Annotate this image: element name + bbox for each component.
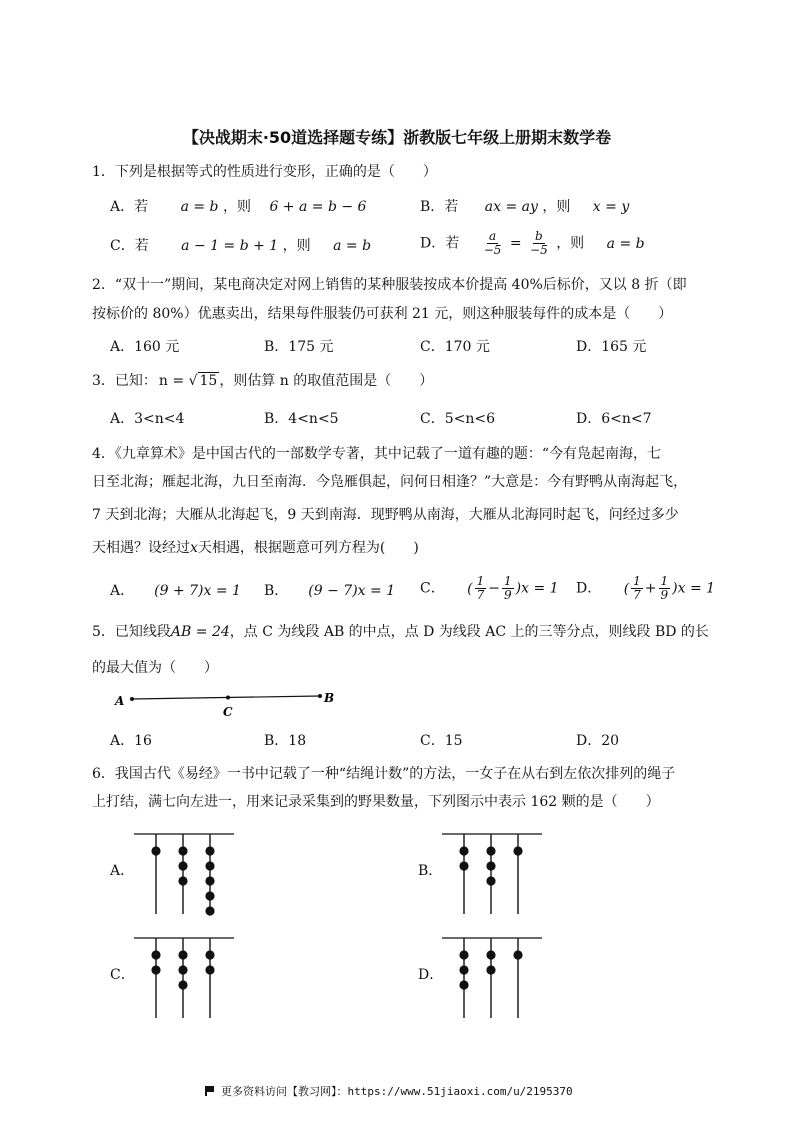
q5-option-b[interactable]: B．18 [264, 733, 307, 749]
flag-icon [205, 1086, 215, 1096]
question-2-line-2: 按标价的 80%）优惠卖出，结果每件服装仍可获利 21 元，则这种服装每件的成本是（ ） [92, 306, 673, 322]
knot [486, 846, 495, 855]
label-b: B [324, 691, 335, 705]
knot [486, 950, 495, 959]
knot [178, 950, 187, 959]
question-5-line-2: 的最大值为（ ） [92, 660, 218, 676]
q3-option-b[interactable]: B．4<n<5 [264, 411, 339, 427]
q2-option-c[interactable]: C．170 元 [420, 339, 490, 355]
fraction: $\frac{1}{9}$ [504, 574, 512, 602]
knot [151, 950, 160, 959]
q6-option-d[interactable]: D． [418, 967, 444, 983]
q3-option-a[interactable]: A．3<n<4 [110, 411, 185, 427]
knot [178, 876, 187, 885]
q1-option-d[interactable]: D．若 $\frac{a}{-5}$ = $\frac{b}{-5}$ ，则 a = b [420, 229, 645, 257]
q5-option-a[interactable]: A．16 [110, 733, 152, 749]
q4-option-d[interactable]: D． ( $\frac{1}{7}$ + $\frac{1}{9}$ )x = 1 [576, 574, 716, 602]
point-c [226, 696, 230, 700]
question-5-line-1: 5．已知线段AB = 24，点 C 为线段 AB 的中点，点 D 为线段 AC 上的三等分点，则线段 BD 的长 [92, 624, 709, 640]
square-root: √ 15 [188, 373, 218, 389]
knot [459, 846, 468, 855]
knot [205, 891, 214, 900]
label-c: C [223, 705, 233, 719]
footer-link[interactable]: 更多资料访问【教习网】：https://www.51jiaoxi.com/u/2195370 [205, 1083, 573, 1099]
knot [513, 950, 522, 959]
knot [151, 965, 160, 974]
q4-option-c[interactable]: C． ( $\frac{1}{7}$ − $\frac{1}{9}$ )x = 1 [420, 574, 559, 602]
knot [178, 965, 187, 974]
knot-figure-c [134, 930, 244, 1020]
q6-option-c[interactable]: C． [110, 967, 135, 983]
question-1-stem: 1．下列是根据等式的性质进行变形，正确的是（ ） [92, 164, 437, 180]
fraction: $\frac{1}{7}$ [476, 574, 485, 602]
knot-figure-d [442, 930, 552, 1020]
question-4-line-2: 日至北海；雁起北海，九日至南海．今凫雁俱起，问何日相逢？”大意是：今有野鸭从南海起飞， [92, 474, 688, 490]
q6-option-a[interactable]: A． [110, 863, 135, 879]
knot [205, 861, 214, 870]
knot [486, 965, 495, 974]
label-a: A [115, 694, 125, 708]
fraction: $\frac{b}{-5}$ [530, 229, 548, 257]
knot [205, 876, 214, 885]
q4-option-b[interactable]: B． (9 − 7)x = 1 [264, 583, 396, 599]
segment-diagram [110, 684, 350, 724]
knot [459, 980, 468, 989]
q2-option-d[interactable]: D．165 元 [576, 339, 647, 355]
knot [178, 980, 187, 989]
q1-option-a[interactable]: A．若 a = b ，则 6 + a = b − 6 [110, 199, 367, 215]
knot [178, 861, 187, 870]
point-a [130, 697, 134, 701]
knot [513, 846, 522, 855]
q2-option-a[interactable]: A．160 元 [110, 339, 180, 355]
q6-option-b[interactable]: B． [418, 863, 443, 879]
question-4-line-1: 4．《九章算术》是中国古代的一部数学专著，其中记载了一道有趣的题：“今有凫起南海，七 [92, 446, 662, 462]
question-4-line-3: 7 天到北海；大雁从北海起飞，9 天到南海．现野鸭从南海，大雁从北海同时起飞，问经过多少 [92, 507, 679, 523]
knot [459, 861, 468, 870]
question-3-stem: 3．已知： n = √ 15 ，则估算 n 的取值范围是（ ） [92, 373, 434, 389]
fraction: $\frac{a}{-5}$ [483, 229, 502, 257]
knot [486, 861, 495, 870]
knot [151, 846, 160, 855]
question-6-line-1: 6．我国古代《易经》一书中记载了一种“结绳计数”的方法，一女子在从右到左依次排列的绳子 [92, 766, 676, 782]
question-6-line-2: 上打结，满七向左进一，用来记录采集到的野果数量，下列图示中表示 162 颗的是（ ） [92, 794, 660, 810]
q3-option-d[interactable]: D．6<n<7 [576, 411, 652, 427]
knot [459, 950, 468, 959]
knot-figure-a [134, 826, 244, 916]
q1-option-c[interactable]: C．若 a − 1 = b + 1 ，则 a = b [110, 238, 372, 254]
knot [205, 965, 214, 974]
page-title: 【决战期末·50道选择题专练】浙教版七年级上册期末数学卷 [182, 128, 612, 147]
knot [459, 965, 468, 974]
fraction: $\frac{1}{9}$ [660, 574, 669, 602]
point-b [318, 694, 322, 698]
knot [486, 876, 495, 885]
q5-option-d[interactable]: D．20 [576, 733, 620, 749]
q2-option-b[interactable]: B．175 元 [264, 339, 334, 355]
knot-figure-b [442, 826, 552, 916]
knot [205, 950, 214, 959]
knot [205, 846, 214, 855]
knot [205, 906, 214, 915]
q4-option-a[interactable]: A． (9 + 7)x = 1 [110, 583, 241, 599]
knot [178, 846, 187, 855]
question-4-line-4: 天相遇？设经过x天相遇，根据题意可列方程为( ) [92, 540, 419, 556]
q1-option-b[interactable]: B．若 ax = ay ，则 x = y [420, 199, 630, 215]
q3-option-c[interactable]: C．5<n<6 [420, 411, 496, 427]
question-2-line-1: 2．“双十一”期间，某电商决定对网上销售的某种服装按成本价提高 40%后标价，又以 8 折（即 [92, 277, 687, 293]
q5-option-c[interactable]: C．15 [420, 733, 463, 749]
fraction: $\frac{1}{7}$ [633, 574, 641, 602]
